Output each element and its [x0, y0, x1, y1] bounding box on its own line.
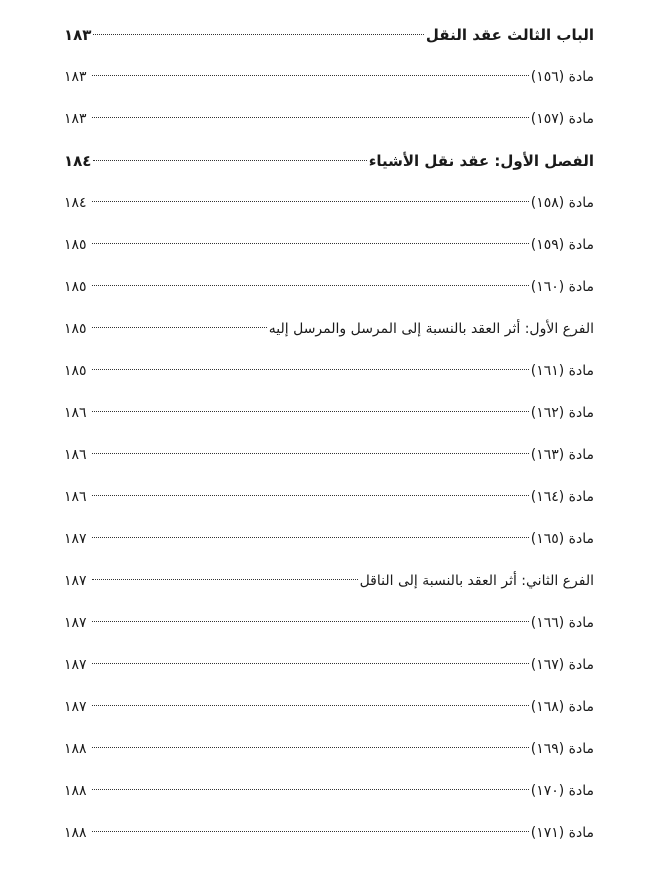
toc-entry	[64, 350, 594, 392]
toc-entry-label: الباب الثالث عقد النقل	[425, 26, 594, 44]
toc-entry-label: مادة (١٥٦)	[530, 69, 594, 85]
toc-entry-label: الفرع الثاني: أثر العقد بالنسبة إلى الناقل	[359, 573, 594, 589]
toc-entry-page: ١٨٥	[64, 279, 87, 295]
toc-entry	[64, 182, 594, 224]
toc-entry-label: مادة (١٦١)	[530, 363, 594, 379]
toc-entry-label: مادة (١٥٩)	[530, 237, 594, 253]
toc-entry-label: الفصل الأول: عقد نقل الأشياء	[368, 152, 594, 170]
toc-entry-page: ١٨٧	[64, 657, 87, 673]
toc-entry	[64, 812, 594, 854]
toc-entry-page: ١٨٤	[64, 152, 92, 170]
toc-entry-page: ١٨٥	[64, 237, 87, 253]
dot-leader	[92, 327, 267, 328]
dot-leader	[92, 537, 529, 538]
toc-entry	[64, 56, 594, 98]
dot-leader	[92, 411, 529, 412]
toc-entry	[64, 266, 594, 308]
toc-entry	[64, 602, 594, 644]
toc-entry	[64, 308, 594, 350]
toc-entry	[64, 560, 594, 602]
toc-entry-page: ١٨٣	[64, 69, 87, 85]
toc-entry	[64, 644, 594, 686]
toc-entry-label: مادة (١٦٧)	[530, 657, 594, 673]
toc-entry-page: ١٨٦	[64, 489, 87, 505]
dot-leader	[92, 285, 529, 286]
toc-entry-label: مادة (١٦٦)	[530, 615, 594, 631]
table-of-contents	[64, 14, 594, 854]
toc-entry	[64, 434, 594, 476]
dot-leader	[92, 831, 529, 832]
toc-entry-label: مادة (١٦٠)	[530, 279, 594, 295]
toc-entry-page: ١٨٧	[64, 531, 87, 547]
dot-leader	[92, 663, 529, 664]
toc-entry	[64, 770, 594, 812]
toc-entry	[64, 14, 594, 56]
dot-leader	[92, 747, 529, 748]
dot-leader	[92, 705, 529, 706]
toc-entry-label: مادة (١٦٥)	[530, 531, 594, 547]
toc-entry-page: ١٨٦	[64, 447, 87, 463]
dot-leader	[92, 789, 529, 790]
dot-leader	[92, 369, 529, 370]
toc-entry	[64, 728, 594, 770]
toc-entry-page: ١٨٨	[64, 825, 87, 841]
dot-leader	[93, 160, 366, 161]
toc-entry-label: مادة (١٥٨)	[530, 195, 594, 211]
toc-entry-page: ١٨٨	[64, 783, 87, 799]
toc-entry-page: ١٨٧	[64, 573, 87, 589]
toc-entry-page: ١٨٥	[64, 363, 87, 379]
dot-leader	[92, 201, 529, 202]
toc-entry-page: ١٨٣	[64, 26, 92, 44]
dot-leader	[93, 34, 423, 35]
dot-leader	[92, 495, 529, 496]
toc-entry	[64, 392, 594, 434]
toc-entry-page: ١٨٥	[64, 321, 87, 337]
toc-entry-label: الفرع الأول: أثر العقد بالنسبة إلى المرسل والمرسل إليه	[268, 321, 594, 337]
dot-leader	[92, 117, 529, 118]
dot-leader	[92, 453, 529, 454]
toc-entry-label: مادة (١٦٢)	[530, 405, 594, 421]
dot-leader	[92, 243, 529, 244]
toc-entry-label: مادة (١٥٧)	[530, 111, 594, 127]
toc-entry-page: ١٨٤	[64, 195, 87, 211]
toc-entry-label: مادة (١٦٨)	[530, 699, 594, 715]
toc-entry-page: ١٨٧	[64, 699, 87, 715]
toc-entry-page: ١٨٣	[64, 111, 87, 127]
toc-entry-label: مادة (١٧٠)	[530, 783, 594, 799]
toc-entry-page: ١٨٦	[64, 405, 87, 421]
toc-entry	[64, 224, 594, 266]
toc-entry	[64, 686, 594, 728]
toc-entry-label: مادة (١٧١)	[530, 825, 594, 841]
toc-entry	[64, 140, 594, 182]
dot-leader	[92, 579, 358, 580]
dot-leader	[92, 621, 529, 622]
toc-entry-label: مادة (١٦٩)	[530, 741, 594, 757]
dot-leader	[92, 75, 529, 76]
toc-entry	[64, 98, 594, 140]
toc-entry-page: ١٨٧	[64, 615, 87, 631]
toc-entry	[64, 518, 594, 560]
toc-entry-label: مادة (١٦٤)	[530, 489, 594, 505]
toc-entry-label: مادة (١٦٣)	[530, 447, 594, 463]
toc-entry-page: ١٨٨	[64, 741, 87, 757]
toc-entry	[64, 476, 594, 518]
